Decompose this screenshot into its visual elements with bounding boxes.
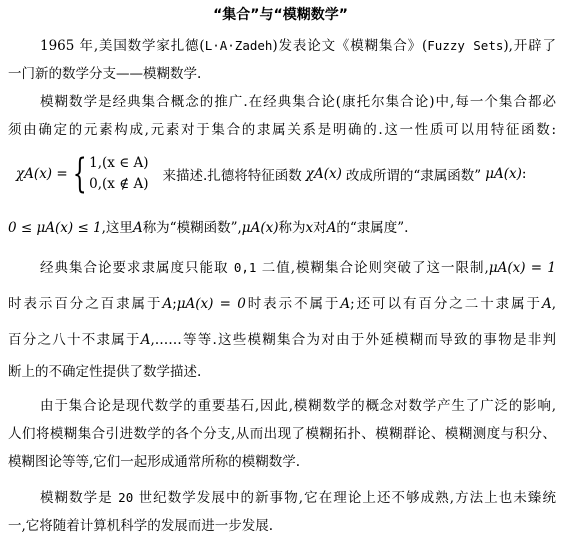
equation: μA(x) = 1 [488, 260, 556, 276]
text-segment: 经典集合论要求隶属度只能取 [40, 260, 229, 276]
text-segment: 世纪数学发展中的新事物,它在理论上还不够成熟,方法上也未臻统 [138, 490, 556, 506]
set-symbol: A [340, 296, 351, 312]
text-segment: 二值,模糊集合论则突破了这一限制, [261, 260, 489, 276]
inequality: 0 ≤ μA(x) ≤ 1 [8, 220, 102, 236]
text-segment: 称为 [278, 220, 306, 236]
formula-cases [89, 153, 148, 195]
text-segment: ,这里 [101, 220, 133, 236]
text-segment: 时表示百分之百隶属于 [8, 296, 163, 312]
text-segment: , [551, 296, 557, 312]
paragraph-4-line-1: 由于集合论是现代数学的重要基石,因此,模糊数学的概念对数学产生了广泛的影响, [40, 398, 556, 414]
text-segment: 模糊数学是 [40, 490, 113, 506]
set-symbol: A [140, 332, 151, 348]
paragraph-3-line-4: 断上的不确定性提供了数学描述. [8, 364, 202, 380]
paragraph-5-line-2: 一,它将随着计算机科学的发展而进一步发展. [8, 518, 274, 534]
formula-lhs: χA(x) = [16, 166, 68, 182]
set-symbol: A [326, 220, 337, 236]
paragraph-4-line-2: 人们将模糊集合引进数学的各个分支,从而出现了模糊拓扑、模糊群论、模糊测度与积分、 [8, 426, 556, 442]
text-segment: 的“隶属度”. [336, 220, 409, 236]
set-symbol: A [132, 220, 143, 236]
author-name: L·A·Zadeh [204, 38, 273, 53]
chi-function: χA(x) [305, 166, 342, 182]
set-symbol: A [162, 296, 173, 312]
membership-degree-line [8, 218, 556, 238]
text-segment: 称为“模糊函数”, [142, 220, 242, 236]
page-title: “集合”与“模糊数学” [213, 7, 348, 23]
text-segment: 改成所谓的“隶属函数” [345, 168, 482, 184]
text-segment: 来描述.扎德将特征函数 [162, 168, 302, 184]
paragraph-1-line-2: 一门新的数学分支——模糊数学. [8, 66, 202, 82]
characteristic-function-formula [16, 152, 526, 196]
text-segment: ),开辟了 [503, 38, 556, 54]
paragraph-4-line-3: 模糊图论等等,它们一起形成通常所称的模糊数学. [8, 454, 301, 470]
paragraph-3-line-3 [8, 330, 556, 350]
paragraph-5-line-1 [40, 488, 556, 508]
set-symbol: A [541, 296, 552, 312]
mu-function: μA(x) [485, 166, 522, 182]
paragraph-1-line-1 [40, 36, 556, 56]
text-segment: )发表论文《模糊集合》( [272, 38, 428, 54]
formula-case-2: 0,(x ∉ A) [89, 176, 149, 192]
paragraph-2-line-2: 须由确定的元素构成,元素对于集合的隶属关系是明确的.这一性质可以用特征函数: [8, 122, 556, 138]
text-segment: ; [172, 296, 177, 312]
binary-values: 0,1 [233, 260, 257, 275]
century-number: 20 [118, 490, 134, 505]
text-segment: ,……等等.这些模糊集合为对由于外延模糊而导致的事物是非判 [150, 332, 556, 348]
text-segment: ;还可以有百分之二十隶属于 [350, 296, 542, 312]
text-segment: 时表示不属于 [245, 296, 341, 312]
paper-title-english: Fuzzy Sets [427, 38, 504, 53]
mu-function: μA(x) [241, 220, 279, 236]
paragraph-3-line-2 [8, 294, 556, 314]
paragraph-3-line-1 [40, 258, 556, 278]
text-segment: 百分之八十不隶属于 [8, 332, 141, 348]
paragraph-2-line-1: 模糊数学是经典集合概念的推广.在经典集合论(康托尔集合论)中,每一个集合都必 [40, 94, 556, 110]
equation: μA(x) = 0 [176, 296, 246, 312]
x-symbol: x [305, 220, 314, 236]
formula-case-1: 1,(x ∈ A) [89, 155, 149, 171]
text-segment: 对 [313, 220, 327, 236]
text-segment: 1965 年,美国数学家扎德( [40, 38, 205, 54]
left-brace: { [72, 151, 87, 197]
text-segment: : [521, 166, 527, 182]
